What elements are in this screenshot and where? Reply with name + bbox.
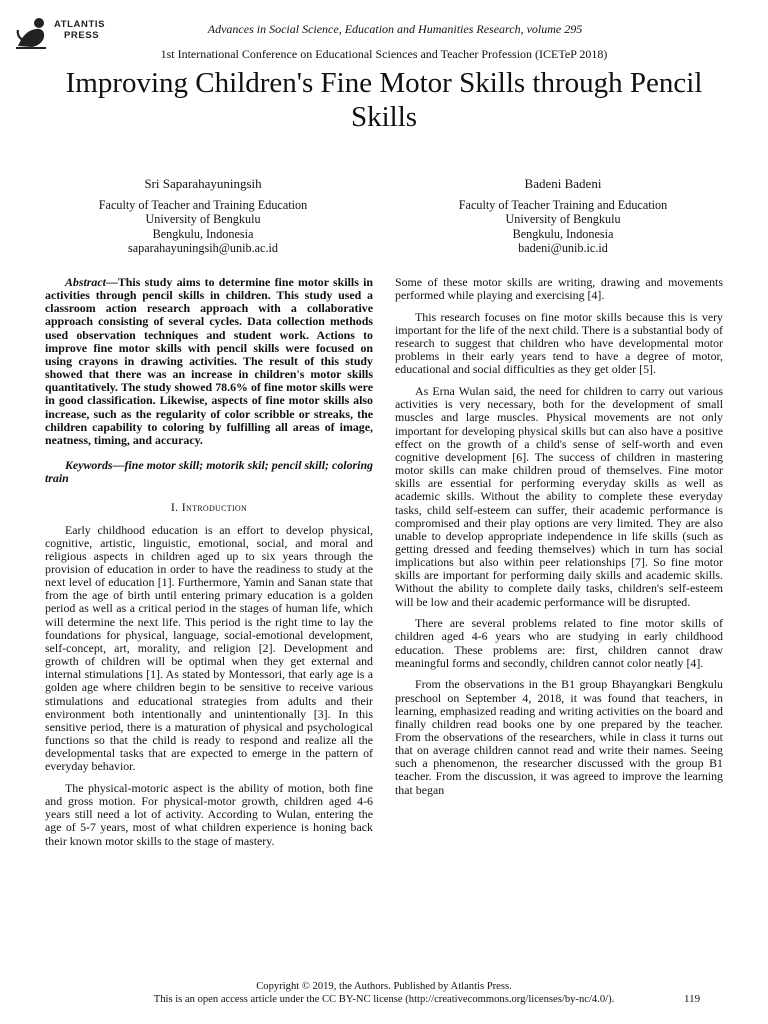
abstract [45, 276, 373, 447]
author-block [53, 177, 353, 255]
author-block [413, 177, 713, 255]
section-number: I. [170, 500, 179, 515]
publisher-logo [14, 16, 124, 50]
section-title: Introduction [181, 500, 248, 515]
author-location: Bengkulu, Indonesia [152, 226, 254, 241]
body-paragraph: The physical-motoric aspect is the ability of motion, both fine and gross motion. For physical-motor growth, children aged 4-6 years still need a lot of activity. According to Wulan, entering the age of 5-7 years, most of what children experience is honing back their known motor skills to the stage of mastery. [45, 780, 373, 848]
abstract-label: Abstract— [65, 275, 118, 289]
body-paragraph: As Erna Wulan said, the need for children to carry out various activities is very necessary, both for the development of small muscles and large muscles. Physical movements are not only important for developing physical skills but can also have a positive effect on the growth of a child's sense of self-worth and even cognitive development [6]. The success of children in mastering motor skills can make children proud of themselves. Fine motor skills are essential for performing everyday skills as well as academic skills. Without the ability to complete these everyday tasks, child self-esteem can suffer, their academic performance is compromised and their play options are very limited. They are also unable to develop appropriate independence in life skills (such as getting dressed and feeding themselves) which in turn has social implications but also within peer relationships [7]. So fine motor skills are important for performing daily skills and academic skills. Without the ability to complete daily tasks, children's self-esteem will be low and their academic performance will be disrupted. [395, 384, 723, 609]
abstract-text: This study aims to determine fine motor skills in activities through pencil skills in children. This study used a classroom action research approach with a collaborative approach consisting of several cycles. Data collection methods used observation techniques and student work. Actions to improve fine motor skills with pencil skills were focused on using crayons in drawing activities. The result of this study showed that there was an increase in children's motor skills quantitatively. The study showed 78.6% of fine motor skills were in good classification. Likewise, aspects of fine motor skills also increase, such as the regularity of color scribble or streaks, the children capability to coloring by fulfilling all areas of image, neatness, timing, and accuracy. [45, 275, 373, 447]
author-faculty: Faculty of Teacher and Training Education [98, 198, 308, 213]
right-column [395, 276, 723, 805]
section-heading [45, 501, 373, 514]
page-number: 119 [684, 993, 701, 1005]
body-paragraph: There are several problems related to fine motor skills of children aged 4-6 years who are studying in early childhood education. These problems are: first, children cannot draw meaningful forms and secondly, children cannot color neatly [4]. [395, 616, 723, 670]
body-paragraph: This research focuses on fine motor skills because this is very important for the life of the next child. There is a substantial body of research to suggest that children who have developmental motor problems in their early years tend to have a degree of motor, educational and social difficulties as they get older [5]. [395, 309, 723, 377]
atlantis-figure-icon [14, 16, 50, 50]
journal-name: Advances in Social Science, Education and Humanities Research, volume 295 [207, 22, 583, 36]
body-paragraph: From the observations in the B1 group Bhayangkari Bengkulu preschool on September 4, 2018, it was found that teachers, in learning, emphasized reading and writing activities on the board and finally children read books one by one prepared by the teacher. From the observations of the researchers, while in class it turns out that on average children cannot read and write their names. Seeing such a phenomenon, the researcher discussed with the group B1 teacher. From the discussion, it was agreed to improve the learning that began [395, 677, 723, 797]
author-location: Bengkulu, Indonesia [512, 226, 614, 241]
body-paragraph: Some of these motor skills are writing, drawing and movements performed while playing and exercising [4]. [395, 275, 723, 303]
author-university: University of Bengkulu [145, 212, 261, 227]
conference-name: 1st International Conference on Educational Sciences and Teacher Profession (ICETeP 2018) [160, 47, 608, 61]
logo-wordmark: ATLANTIS PRESS [54, 19, 106, 41]
author-email: badeni@unib.ic.id [518, 240, 608, 255]
author-name: Sri Saparahayuningsih [144, 176, 262, 191]
paper-title: Improving Children's Fine Motor Skills through Pencil Skills [65, 67, 703, 133]
license-notice: This is an open access article under the CC BY-NC license (http://creativecommons.org/licenses/by-nc/4.0/). [153, 994, 615, 1005]
author-faculty: Faculty of Teacher Training and Education [458, 198, 668, 213]
copyright-notice: Copyright © 2019, the Authors. Published by Atlantis Press. [256, 981, 512, 992]
author-university: University of Bengkulu [505, 212, 621, 227]
keywords-text: fine motor skill; motorik skil; pencil skill; coloring train [45, 458, 373, 486]
keywords [45, 459, 373, 485]
keywords-label: Keywords— [65, 458, 125, 473]
author-name: Badeni Badeni [524, 176, 602, 191]
left-column [45, 276, 373, 856]
page-footer [100, 980, 668, 1006]
body-paragraph: Early childhood education is an effort to develop physical, cognitive, artistic, linguistic, emotional, social, and moral and religious aspects in children aged up to six years through the provision of education in order to have the readiness to study at the next level of education [1]. Furthermore, Yamin and Sanan state that from the age of birth until entering primary education is a golden period as well as a critical period in the stages of human life, which will determine the next life. This period is the right time to lay the foundations for physical, language, social-emotional development, self-concept, art, morality, and religion [2]. Development and growth of children will be optimal when they get external and internal stimulations [1]. As stated by Montessori, that early age is a golden age where children begin to be sensitive to receive various stimulations and educational strategies from adults and their environment both intentionally and unintentionally [3]. In this sensitive period, there is a maturation of physical and psychological functions so that the child is ready to respond and realize all the developmental tasks that are expected to emerge in the pattern of everyday behavior. [45, 522, 373, 774]
author-email: saparahayuningsih@unib.ac.id [128, 240, 278, 255]
